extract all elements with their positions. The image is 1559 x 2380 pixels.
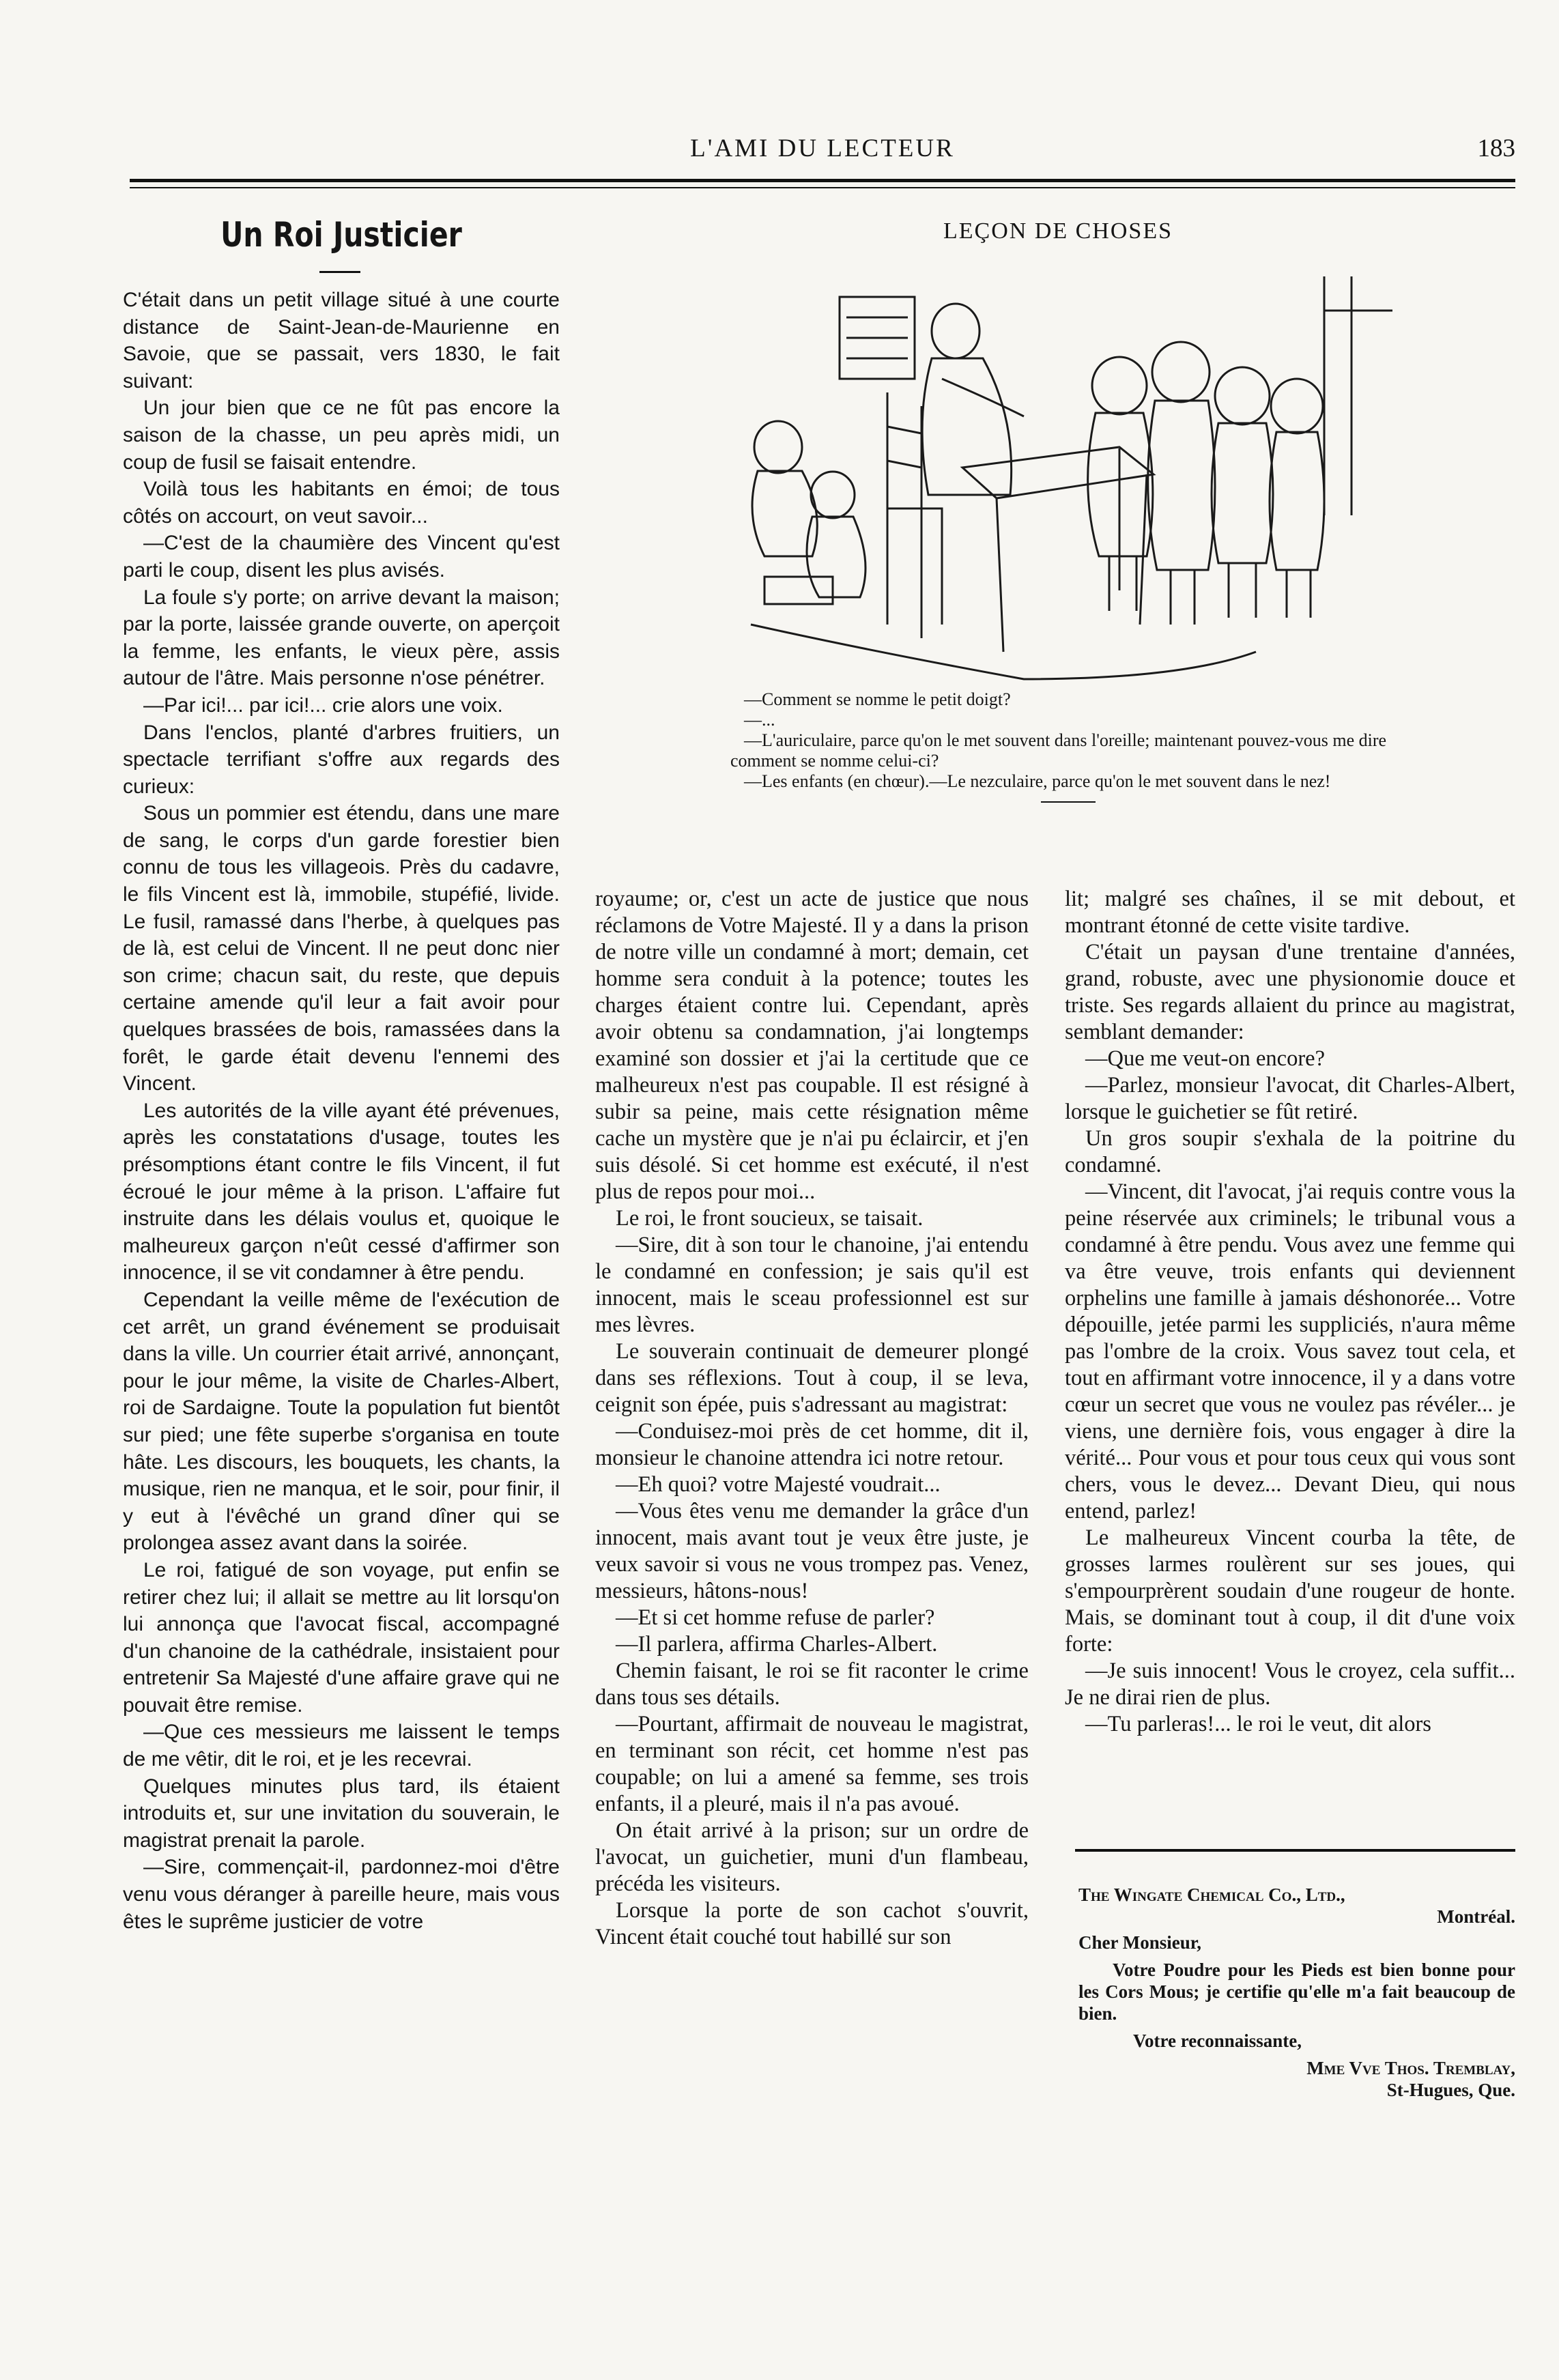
paragraph: C'était un paysan d'une trentaine d'années, grand, robuste, avec une physionomie douce et triste. Ses regards allaient du prince au magistrat, semblant demander:: [1065, 940, 1515, 1044]
paragraph: Cependant la veille même de l'exécution de cet arrêt, un grand événement se produisait dans la ville. Un courrier était arrivé, annonçant, pour le jour même, la visite de Charles-Albert, roi de Sardaigne. Toute la population fut bientôt sur pied; une fête superbe s'organisa en toute hâte. Les discours, les bouquets, les chants, la musique, rien ne manqua, et le soir, pour finir, il y eut à l'évêché un grand dîner qui se prolongea assez avant dans la soirée.: [123, 1288, 560, 1555]
journal-title: L'AMI DU LECTEUR: [690, 134, 955, 162]
teacher-head: [932, 304, 979, 358]
caption-line: —Les enfants (en chœur).—Le nezculaire, parce qu'on le met souvent dans le nez!: [744, 771, 1331, 791]
header-rule-thin: [130, 187, 1515, 188]
caption-line: —L'auriculaire, parce qu'on le met souvent dans l'oreille; maintenant pouvez-vous me dire comment se nomme celui-ci?: [730, 730, 1387, 771]
paragraph: Le roi, fatigué de son voyage, put enfin se retirer chez lui; il allait se mettre au lit lorsqu'on lui annonça que l'avocat fiscal, accompagné d'un chanoine de la cathédrale, insistaient pour entretenir Sa Majesté d'une affaire grave qui ne pouvait être remise.: [123, 1558, 560, 1717]
paragraph: Lorsque la porte de son cachot s'ouvrit, Vincent était couché tout habillé sur son: [595, 1898, 1029, 1949]
ad-place: St-Hugues, Que.: [1386, 2080, 1515, 2100]
paragraph: Le roi, le front soucieux, se taisait.: [616, 1206, 924, 1231]
paragraph: —Conduisez-moi près de cet homme, dit il, monsieur le chanoine attendra ici notre retour.: [595, 1419, 1029, 1470]
ad-company: The Wingate Chemical Co., Ltd.,: [1078, 1884, 1345, 1905]
paragraph: Un jour bien que ce ne fût pas encore la saison de la chasse, un peu après midi, un coup de fusil se faisait entendre.: [123, 397, 560, 474]
classroom-illustration: [737, 270, 1406, 693]
page-header: [130, 134, 1515, 175]
paragraph: Les autorités de la ville ayant été prévenues, après les constatations d'usage, toutes les présomptions étant contre le fils Vincent, il fut écroué le jour même à la prison. L'affaire fut instruite dans les délais voulus et, quoique le malheureux garçon n'eût cessé d'affirmer son innocence, il se vit condamner à être pendu.: [123, 1099, 560, 1285]
ad-city: Montréal.: [1437, 1906, 1515, 1927]
paragraph: C'était dans un petit village situé à une courte distance de Saint-Jean-de-Maurienne en Savoie, que se passait, vers 1830, le fait suivant:: [123, 289, 560, 392]
paragraph: —Pourtant, affirmait de nouveau le magistrat, en terminant son récit, cet homme n'est pas coupable; on lui a amené sa femme, ses trois enfants, il a pleuré, mais il n'a pas avoué.: [595, 1712, 1029, 1816]
paragraph: Chemin faisant, le roi se fit raconter le crime dans tous ses détails.: [595, 1659, 1029, 1710]
article-title: Un Roi Justicier: [220, 215, 462, 255]
paragraph: Le malheureux Vincent courba la tête, de grosses larmes roulèrent sur ses joues, qui s'empourprèrent soudain d'une rougeur de honte. Mais, se dominant tout à coup, il dit d'une voix forte:: [1065, 1525, 1515, 1657]
paragraph: Un gros soupir s'exhala de la poitrine du condamné.: [1065, 1126, 1515, 1177]
article-column-3: [1065, 886, 1515, 1738]
paragraph: lit; malgré ses chaînes, il se mit debout, et montrant étonné de cette visite tardive.: [1065, 887, 1515, 938]
paragraph: —Tu parleras!... le roi le veut, dit alors: [1085, 1712, 1431, 1736]
page-number: 183: [1477, 134, 1515, 162]
desk: [962, 447, 1154, 498]
article-column-2: [595, 886, 1029, 1951]
paragraph: —Sire, dit à son tour le chanoine, j'ai entendu le condamné en confession; je sais qu'il est innocent, mais le sceau professionnel est sur mes lèvres.: [595, 1233, 1029, 1337]
paragraph: —Sire, commençait-il, pardonnez-moi d'être venu vous déranger à pareille heure, mais vous êtes le suprême justicier de votre: [123, 1856, 560, 1933]
caption-line: —...: [744, 710, 775, 730]
caption-divider: [1041, 801, 1096, 803]
title-divider: [319, 271, 360, 273]
ad-body: Votre Poudre pour les Pieds est bien bonne pour les Cors Mous; je certifie qu'elle m'a fait beaucoup de bien.: [1078, 1960, 1515, 2024]
ad-greeting: Cher Monsieur,: [1078, 1932, 1202, 1953]
advertisement: [1078, 1884, 1515, 2101]
paragraph: La foule s'y porte; on arrive devant la maison; par la porte, laissée grande ouverte, on aperçoit la femme, les enfants, le vieux père, assis autour de l'âtre. Mais personne n'ose pénétrer.: [123, 586, 560, 690]
paragraph: —Vincent, dit l'avocat, j'ai requis contre vous la peine réservée aux criminels; le tribunal vous a condamné à être pendu. Vous avez une femme qui va être veuve, trois enfants qui deviennent orphelins une famille à jamais déshonorée... Votre dépouille, jetée parmi les suppliciés, n'aura même pas l'ombre de la croix. Vous savez tout cela, et tout en affirmant votre innocence, il y a dans votre cœur un secret que vous ne voulez pas révéler... je viens, une dernière fois, vous engager à dire la vérité... Pour vous et pour tous ceux qui vous sont chers, vous le devez... Devant Dieu, qui nous entend, parlez!: [1065, 1179, 1515, 1523]
advertisement-rule: [1075, 1849, 1515, 1852]
paragraph: royaume; or, c'est un acte de justice que nous réclamons de Votre Majesté. Il y a dans la prison de notre ville un condamné à mort; demain, cet homme sera conduit à la potence; toutes les charges étaient contre lui. Cependant, après avoir obtenu sa condamnation, j'ai longtemps examiné son dossier et j'ai la certitude que ce malheureux n'est pas coupable. Il est résigné à subir sa peine, mais cette résignation même cache un mystère que je n'ai pu éclaircir, et j'en suis désolé. Si cet homme est exécuté, il n'est plus de repos pour moi...: [595, 887, 1029, 1204]
paragraph: Le souverain continuait de demeurer plongé dans ses réflexions. Tout à coup, il se leva, ceignit son épée, puis s'adressant au magistrat:: [595, 1339, 1029, 1417]
article-column-1: [123, 287, 560, 1935]
paragraph: Sous un pommier est étendu, dans une mare de sang, le corps d'un garde forestier bien connu de tous les villageois. Près du cadavre, le fils Vincent est là, immobile, stupéfié, livide. Le fusil, ramassé dans l'herbe, à quelques pas de là, est celui de Vincent. Il ne peut donc nier son crime; chacun sait, du reste, que depuis certaine amende qu'il leur a fait avoir pour quelques brassées de bois, ramassées dans la forêt, le garde était devenu l'ennemi des Vincent.: [123, 802, 560, 1095]
paragraph: —Que me veut-on encore?: [1085, 1046, 1326, 1071]
header-rule-thick: [130, 179, 1515, 182]
paragraph: —Par ici!... par ici!... crie alors une voix.: [143, 693, 503, 717]
paragraph: —Il parlera, affirma Charles-Albert.: [616, 1632, 938, 1657]
paragraph: On était arrivé à la prison; sur un ordre de l'avocat, un guichetier, muni d'un flambeau, précéda les visiteurs.: [595, 1818, 1029, 1896]
paragraph: Quelques minutes plus tard, ils étaient introduits et, sur une invitation du souverain, le magistrat prenait la parole.: [123, 1775, 560, 1852]
children-group: [1088, 342, 1324, 625]
paragraph: —Eh quoi? votre Majesté voudrait...: [616, 1472, 941, 1497]
paragraph: —Que ces messieurs me laissent le temps de me vêtir, dit le roi, et je les recevrai.: [123, 1721, 560, 1771]
caption-line: —Comment se nomme le petit doigt?: [744, 689, 1011, 709]
paragraph: —Je suis innocent! Vous le croyez, cela suffit... Je ne dirai rien de plus.: [1065, 1659, 1515, 1710]
figure-caption: [730, 689, 1406, 803]
teacher-body: [922, 358, 1012, 495]
paragraph: —C'est de la chaumière des Vincent qu'est parti le coup, disent les plus avisés.: [123, 532, 560, 582]
paragraph: Voilà tous les habitants en émoi; de tous côtés on accourt, on veut savoir...: [123, 478, 560, 528]
paragraph: —Vous êtes venu me demander la grâce d'un innocent, mais avant tout je veux être juste, je veux savoir si vous ne vous trompez pas. Venez, messieurs, hâtons-nous!: [595, 1499, 1029, 1603]
ad-closing: Votre reconnaissante,: [1133, 2031, 1302, 2051]
paragraph: —Et si cet homme refuse de parler?: [616, 1605, 935, 1630]
paragraph: Dans l'enclos, planté d'arbres fruitiers, un spectacle terrifiant s'offre aux regards des curieux:: [123, 721, 560, 798]
paragraph: —Parlez, monsieur l'avocat, dit Charles-Albert, lorsque le guichetier se fût retiré.: [1065, 1073, 1515, 1124]
ad-signature: Mme Vve Thos. Tremblay,: [1306, 2058, 1515, 2078]
figure-title: LEÇON DE CHOSES: [943, 218, 1173, 244]
